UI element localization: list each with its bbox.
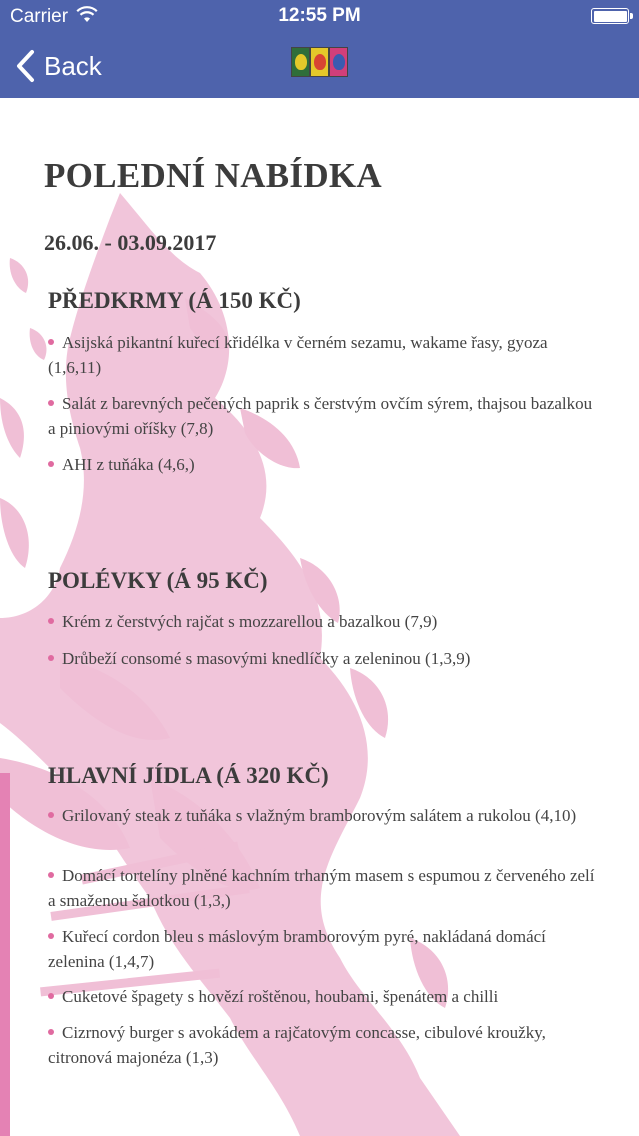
- menu-item-text: Cizrnový burger s avokádem a rajčatovým concasse, cibulové kroužky, citronová majonéza (1,3): [48, 1023, 546, 1067]
- list-item: [48, 1020, 598, 1070]
- status-bar: [0, 0, 639, 34]
- carrier-label: Carrier: [10, 6, 69, 27]
- bullet-icon: [48, 993, 54, 999]
- bullet-icon: [48, 618, 54, 624]
- section-title-soups: POLÉVKY (Á 95 KČ): [48, 568, 268, 593]
- menu-item-text: Domácí tortelíny plněné kachním trhaným masem s espumou z červeného zelí a smaženou šalotkou (1,3,): [48, 866, 595, 910]
- menu-content[interactable]: [0, 98, 639, 1136]
- bullet-icon: [48, 461, 54, 467]
- bullet-icon: [48, 872, 54, 878]
- bullet-icon: [48, 339, 54, 345]
- list-item: [48, 984, 598, 1009]
- section-title-main-courses: HLAVNÍ JÍDLA (Á 320 KČ): [48, 763, 329, 788]
- bullet-icon: [48, 933, 54, 939]
- navigation-bar: [0, 34, 639, 98]
- chevron-left-icon: [14, 49, 36, 83]
- bullet-icon: [48, 812, 54, 818]
- menu-item-text: Cuketové špagety s hovězí roštěnou, houbami, špenátem a chilli: [62, 987, 499, 1006]
- menu-item-text: Kuřecí cordon bleu s máslovým bramborovým pyré, nakládaná domácí zelenina (1,4,7): [48, 927, 546, 971]
- menu-item-text: AHI z tuňáka (4,6,): [62, 455, 195, 474]
- menu-item-text: Asijská pikantní kuřecí křidélka v černém sezamu, wakame řasy, gyoza (1,6,11): [48, 333, 548, 377]
- page-title: POLEDNÍ NABÍDKA: [44, 156, 383, 195]
- status-time: 12:55 PM: [278, 5, 361, 26]
- list-item: [48, 452, 598, 477]
- back-button[interactable]: [14, 48, 102, 84]
- menu-item-text: Grilovaný steak z tuňáka s vlažným bramborovým salátem a rukolou (4,10): [62, 806, 577, 825]
- list-item: [48, 391, 598, 441]
- list-item: [48, 803, 598, 828]
- list-item: [48, 924, 598, 974]
- bullet-icon: [48, 400, 54, 406]
- menu-item-text: Krém z čerstvých rajčat s mozzarellou a bazalkou (7,9): [62, 612, 438, 631]
- menu-item-text: Drůbeží consomé s masovými knedlíčky a zeleninou (1,3,9): [62, 649, 471, 668]
- list-item: [48, 330, 598, 380]
- list-item: [48, 609, 598, 634]
- bullet-icon: [48, 655, 54, 661]
- list-item: [48, 863, 598, 913]
- section-title-appetizers: PŘEDKRMY (Á 150 KČ): [48, 288, 301, 313]
- bullet-icon: [48, 1029, 54, 1035]
- list-item: [48, 646, 598, 671]
- battery-icon: [591, 8, 629, 24]
- date-range: 26.06. - 03.09.2017: [44, 230, 217, 255]
- three-faces-logo-icon[interactable]: [291, 47, 349, 77]
- back-label: Back: [44, 50, 102, 81]
- menu-item-text: Salát z barevných pečených paprik s čerstvým ovčím sýrem, thajsou bazalkou a piniovými oříšky (7,8): [48, 394, 593, 438]
